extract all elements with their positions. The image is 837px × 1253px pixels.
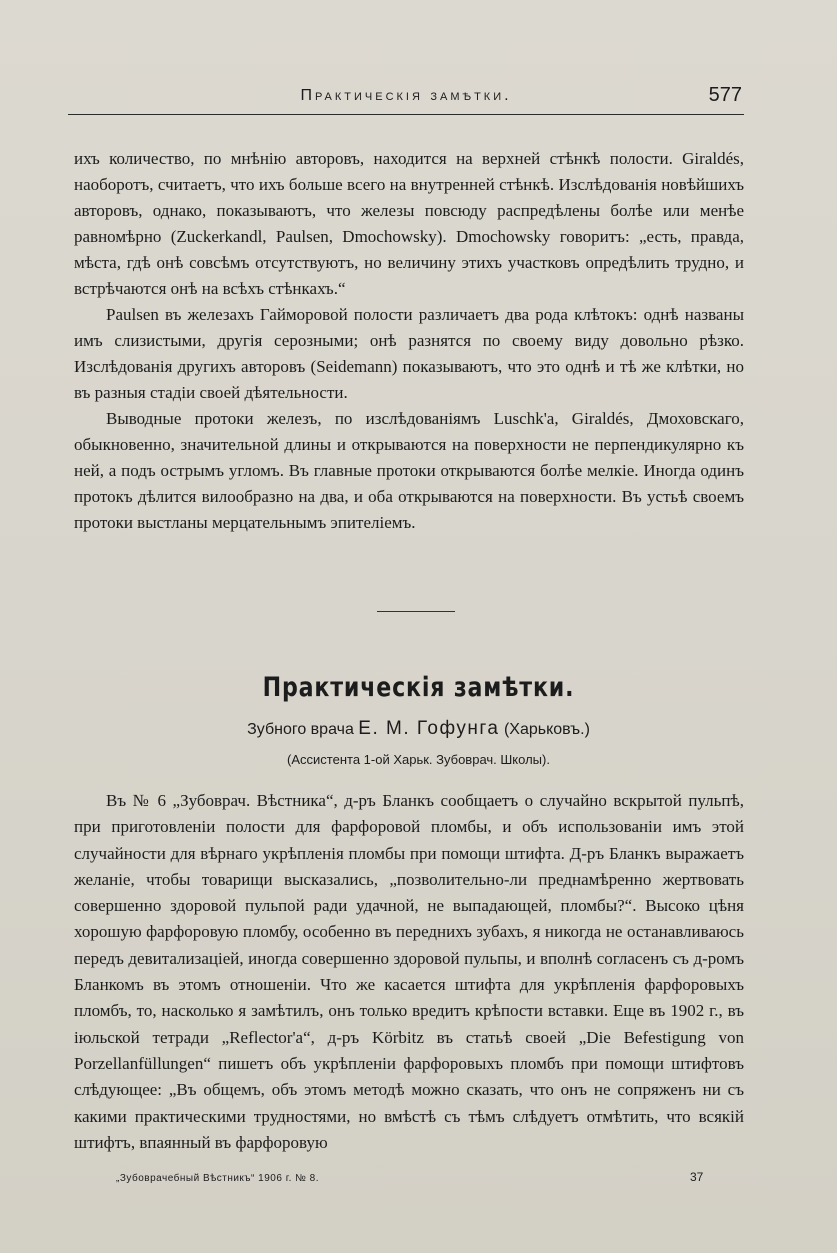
article-title: Практическія замѣтки.	[262, 672, 575, 703]
paragraph: Въ № 6 „Зубоврач. Вѣстника“, д-ръ Бланкъ сообщаетъ о случайно вскрытой пульпѣ, при приготовленіи полости для фарфоровой пломбы, и объ использованіи имъ этой случайности для вѣрнаго укрѣпленія пломбы при помощи штифта. Д-ръ Бланкъ выражаетъ желаніе, чтобы товарищи высказались, „позволительно-ли преднамѣренно жертвовать совершенно здоровой пульпой ради удачной, не выпадающей, пломбы?“. Высоко цѣня хорошую фарфоровую пломбу, особенно въ переднихъ зубахъ, я никогда не останавливаюсь передъ девитализацiей, иногда совершенно здоровой пульпы, и вполнѣ согласенъ съ д-ромъ Бланкомъ въ этомъ отношеніи. Что же касается штифта для укрѣпленія фарфоровыхъ пломбъ, то, насколько я замѣтилъ, онъ только вредитъ крѣпости вставки. Еще въ 1902 г., въ іюльской тетради „Reflector'a“, д-ръ Körbitz въ статьѣ своей „Die Befestigung von Porzellanfüllungen“ пишетъ объ укрѣпленіи фарфоровыхъ пломбъ при помощи штифтовъ слѣдующее: „Въ общемъ, объ этомъ методѣ можно сказать, что онъ не сопряженъ ни съ какими практическими трудностями, но вмѣстѣ съ тѣмъ слѣдуетъ отмѣтить, что всякій штифтъ, впаянный въ фарфоровую	[74, 791, 744, 1152]
author-location: (Харьковъ.)	[503, 721, 590, 738]
footer-journal: „Зубоврачебный Вѣстникъ“ 1906 г. № 8.	[116, 1173, 320, 1184]
byline-prefix: Зубного врача	[247, 721, 354, 738]
running-title: Практическія замѣтки.	[300, 87, 512, 104]
article-body	[74, 788, 744, 1156]
previous-article-text	[74, 146, 744, 536]
paragraph: ихъ количество, по мнѣнію авторовъ, находится на верхней стѣнкѣ полости. Giraldés, наоборотъ, считаетъ, что ихъ больше всего на внутренней стѣнкѣ. Изслѣдованія новѣйшихъ авторовъ, однако, показываютъ, что железы повсюду распредѣлены болѣе или менѣе равномѣрно (Zuckerkandl, Paulsen, Dmochowsky). Dmochowsky говоритъ: „есть, правда, мѣста, гдѣ онѣ совсѣмъ отсутствуютъ, но величину этихъ участковъ опредѣлить трудно, и встрѣчаются онѣ на всѣхъ стѣнкахъ.“	[74, 149, 744, 298]
paragraph: Paulsen въ железахъ Гайморовой полости различаетъ два рода клѣтокъ: однѣ названы имъ слизистыми, другія серозными; онѣ разнятся по своему виду довольно рѣзко. Изслѣдованія другихъ авторовъ (Seidemann) показываютъ, что это однѣ и тѣ же клѣтки, но въ разныя стадіи своей дѣятельности.	[74, 305, 744, 402]
signature-mark: 37	[690, 1170, 704, 1184]
page-number: 577	[708, 84, 742, 106]
section-divider	[377, 611, 455, 612]
byline	[0, 718, 837, 740]
running-header	[68, 84, 744, 115]
author-name: Е. М. Гофунга	[358, 718, 500, 739]
author-affiliation: (Ассистента 1-ой Харьк. Зубоврач. Школы).	[287, 752, 550, 767]
paragraph: Выводные протоки железъ, по изслѣдованіямъ Luschk'a, Giraldés, Дмоховскаго, обыкновенно, значительной длины и открываются на поверхности не перпендикулярно къ ней, а подъ острымъ угломъ. Въ главные протоки открываются болѣе мелкіе. Иногда одинъ протокъ дѣлится вилообразно на два, и оба открываются на поверхности. Въ устьѣ своемъ протоки выстланы мерцательнымъ эпителіемъ.	[74, 409, 744, 532]
